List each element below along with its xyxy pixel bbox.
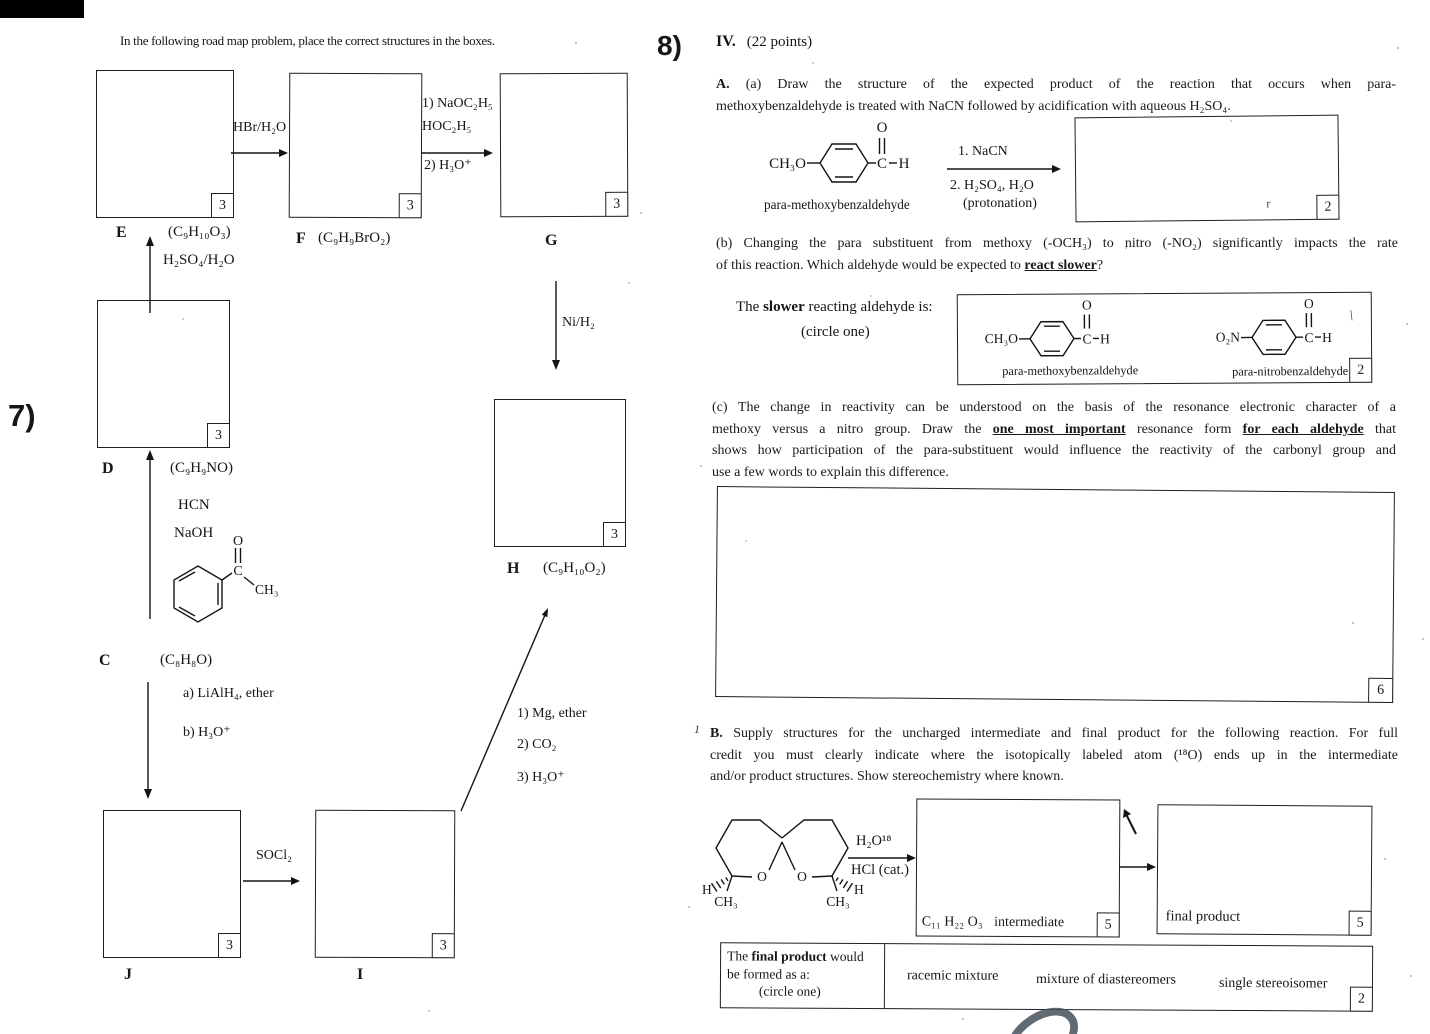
scan-noise-specks — [0, 0, 2, 2]
partA-a-line1: (a) Draw the structure of the expected product of the reaction that occurs when para- — [729, 77, 1396, 92]
partA-a-text — [716, 74, 1396, 117]
condition-3: (protonation) — [963, 196, 1037, 211]
partB-text — [710, 723, 1398, 788]
table-text-post: would — [826, 948, 864, 965]
score-value: 3 — [613, 196, 621, 212]
intermediate-formula: C₁₁ H₂₂ O₃ — [921, 914, 983, 930]
roadmap-title: In the following road map problem, place the correct structures in the boxes. — [120, 33, 495, 48]
section-roman: IV. — [716, 33, 736, 50]
atom-h: H — [898, 156, 910, 172]
score-value: 5 — [1356, 915, 1364, 931]
atom-o: O — [876, 120, 888, 136]
answer-box-e — [96, 70, 234, 218]
compound-letter-c: C — [99, 652, 111, 669]
atom-o: O — [757, 869, 767, 884]
group-ch3: CH₃ — [255, 582, 279, 597]
compound-letter-j: J — [124, 966, 132, 983]
arrow-g-to-h — [549, 281, 563, 371]
reagent-i-h-2: 2) CO₂ — [517, 737, 557, 752]
arrow-e-to-f — [231, 146, 289, 160]
compound-formula-e: (C₉H₁₀O₃) — [168, 224, 231, 240]
scan-artifact-mark: \ — [1347, 307, 1355, 325]
atom-o: O — [1303, 296, 1314, 312]
choice-box — [957, 292, 1373, 386]
table-circle-one: (circle one) — [758, 983, 821, 999]
score-value: 6 — [1377, 682, 1385, 698]
table-left-cell — [721, 943, 885, 1008]
final-product-box — [1157, 804, 1373, 935]
compound-formula-c: (C₈H₈O) — [160, 652, 213, 668]
partA-c-line2-post: that — [1363, 421, 1396, 437]
compound-formula-f: (C₉H₉BrO₂) — [318, 230, 391, 246]
option-mixture-of-diastereomers: mixture of diastereomers — [1035, 971, 1176, 988]
partA-b-line2-bold: react slower — [1024, 257, 1097, 273]
partA-c-line2-bold1: one most important — [992, 421, 1126, 437]
reagent-f-g-3: 2) H₃O⁺ — [424, 158, 472, 173]
group-och3: CH₃O — [984, 330, 1019, 347]
reagent-g-h: Ni/H₂ — [562, 315, 595, 330]
partA-c-line4: use a few words to explain this difference. — [712, 464, 949, 480]
table-text-pre: The — [727, 948, 752, 964]
score-badge — [1349, 911, 1372, 936]
intermediate-label: intermediate — [994, 914, 1065, 931]
reagent-j-i: SOCl₂ — [256, 848, 293, 863]
spiroketal-structure — [700, 804, 865, 924]
compound-letter-f: F — [296, 230, 306, 247]
final-product-table — [720, 942, 1373, 1011]
partA-label: A. — [716, 77, 730, 92]
score-value: 2 — [1357, 991, 1365, 1007]
atom-o: O — [232, 534, 244, 549]
atom-c: C — [1304, 330, 1314, 346]
circle-one-note: (circle one) — [801, 324, 870, 340]
compound-letter-g: G — [545, 232, 558, 249]
score-badge — [603, 522, 626, 547]
score-badge — [218, 933, 241, 958]
intermediate-caption — [922, 914, 1065, 931]
score-badge — [207, 423, 230, 448]
partA-a-line2: methoxybenzaldehyde is treated with NaCN followed by acidification with aqueous H₂SO₄. — [716, 98, 1231, 114]
prompt-bold: slower — [763, 299, 805, 315]
partA-c-line2-pre: methoxy versus a nitro group. Draw the — [712, 421, 993, 437]
reagent-c-d-1: HCN — [178, 497, 210, 513]
table-text-bold: final product — [751, 948, 827, 964]
arrow-j-to-i — [243, 874, 301, 888]
score-value: 3 — [439, 937, 447, 953]
partA-b-line2-pre: of this reaction. Which aldehyde would be expected to — [716, 257, 1025, 273]
option-racemic-mixture: racemic mixture — [906, 968, 999, 984]
score-value: 3 — [226, 937, 233, 953]
score-badge — [211, 193, 234, 218]
option-single-stereoisomer: single stereoisomer — [1218, 975, 1328, 992]
score-badge — [1349, 358, 1372, 383]
answer-box-f — [289, 73, 423, 219]
group-no2: O₂N — [1215, 329, 1241, 345]
atom-h: H — [1322, 329, 1332, 346]
section-points: (22 points) — [746, 34, 813, 50]
partA-c-line2-mid: resonance form — [1125, 421, 1243, 437]
reagent-f-g-2: HOC₂H₅ — [422, 119, 472, 134]
partA-c-text — [712, 397, 1396, 483]
atom-o: O — [797, 869, 807, 884]
partB-line3: and/or product structures. Show stereochemistry where known. — [710, 769, 1064, 785]
score-value: 2 — [1324, 199, 1332, 215]
partB-line2: credit you must clearly indicate where the isotopically labeled atom (¹⁸O) ends up in the intermediate — [710, 747, 1398, 763]
atom-o: O — [1081, 297, 1092, 313]
group-ch3: CH₃ — [714, 894, 738, 909]
partA-b-text — [716, 233, 1398, 276]
partB-label: B. — [710, 726, 723, 741]
score-badge — [399, 193, 422, 218]
score-value: 3 — [611, 526, 618, 542]
choice-right-label: para-nitrobenzaldehyde — [1232, 363, 1349, 379]
atom-c: C — [1082, 331, 1092, 347]
reagent-c-j-1: a) LiAlH₄, ether — [183, 686, 274, 701]
problem8-number: 8) — [657, 30, 682, 61]
condition-2: 2. H₂SO₄, H₂O — [950, 178, 1034, 193]
condition-1: 1. NaCN — [958, 144, 1008, 159]
arrow-d-to-e — [143, 236, 157, 314]
choice-left-label: para-methoxybenzaldehyde — [1002, 363, 1139, 378]
reagent-c-j-2: b) H₃O⁺ — [183, 725, 231, 740]
partA-c-line1: (c) The change in reactivity can be understood on the basis of the resonance electronic character of a — [712, 400, 1396, 415]
compound-letter-d: D — [102, 460, 114, 477]
structure-label: para-methoxybenzaldehyde — [764, 197, 910, 212]
atom-h: H — [1100, 331, 1110, 347]
score-badge — [1316, 195, 1339, 220]
compound-formula-d: (C₉H₉NO) — [170, 460, 233, 476]
partA-b-line1: (b) Changing the para substituent from methoxy (-OCH₃) to nitro (-NO₂) significantly impacts the rate — [716, 236, 1398, 251]
reagent-h2o18: H₂O¹⁸ — [856, 833, 892, 849]
scan-artifact-black-bar — [0, 0, 84, 18]
slower-prompt — [736, 299, 933, 316]
arrow-c-to-j — [141, 682, 155, 800]
partA-c-line2-bold2: for each aldehyde — [1242, 421, 1364, 437]
answer-box-a — [1074, 115, 1339, 223]
partA-c-line3: shows how participation of the para-substituent would influence the reactivity of the carbonyl group and — [712, 443, 1396, 459]
partA-b-line2-post: ? — [1096, 257, 1104, 273]
score-badge — [1350, 987, 1373, 1012]
acetophenone-structure — [158, 534, 279, 646]
reagent-f-g-1: 1) NaOC₂H₅ — [422, 96, 493, 111]
score-badge — [432, 933, 455, 958]
final-product-label: final product — [1165, 908, 1241, 925]
score-value: 2 — [1357, 362, 1365, 378]
atom-h: H — [702, 882, 712, 897]
table-text-line2: be formed as a: — [726, 965, 810, 982]
atom-h: H — [854, 882, 864, 897]
answer-box-j — [103, 810, 241, 958]
reagent-i-h-1: 1) Mg, ether — [517, 706, 587, 721]
reagent-e-f: HBr/H₂O — [233, 120, 287, 135]
prompt-post: reacting aldehyde is: — [804, 299, 933, 315]
intermediate-box — [916, 798, 1121, 937]
reagent-hcl: HCl (cat.) — [851, 862, 909, 878]
score-badge — [1368, 678, 1393, 703]
reagent-i-h-3: 3) H₃O⁺ — [517, 770, 565, 785]
para-methoxybenzaldehyde-structure — [760, 116, 950, 200]
reagent-d-e: H₂SO₄/H₂O — [163, 252, 235, 268]
score-badge — [1097, 912, 1120, 937]
section-header — [716, 33, 812, 51]
reagent-c-d-2: NaOH — [174, 525, 214, 541]
score-value: 5 — [1104, 916, 1112, 932]
atom-c: C — [233, 564, 243, 579]
arrow-c-to-d — [143, 450, 157, 620]
problem7-number: 7) — [8, 398, 36, 433]
group-och3: CH₃O — [769, 156, 806, 172]
answer-box-g — [500, 73, 629, 218]
score-value: 3 — [215, 427, 222, 443]
answer-box-h — [494, 399, 626, 547]
compound-formula-h: (C₉H₁₀O₂) — [543, 560, 606, 576]
scan-artifact-mark: r — [1266, 196, 1271, 211]
prompt-pre: The — [736, 299, 764, 315]
score-value: 3 — [219, 197, 226, 213]
arrow-intermediate-to-final — [1120, 860, 1158, 874]
answer-box-i — [315, 810, 456, 958]
answer-box-d — [97, 300, 230, 448]
compound-letter-e: E — [116, 224, 127, 241]
scan-artifact-mark: 1 — [694, 722, 700, 736]
atom-c: C — [876, 156, 888, 172]
score-badge — [605, 192, 628, 217]
arrow-reaction-a — [947, 162, 1063, 176]
scan-artifact-pen-arrow — [1122, 808, 1140, 836]
partB-line1: Supply structures for the uncharged intermediate and final product for the following reaction. For full — [722, 726, 1398, 741]
group-ch3: CH₃ — [826, 894, 850, 909]
answer-box-c — [715, 486, 1395, 703]
compound-letter-i: I — [357, 966, 364, 983]
compound-letter-h: H — [507, 560, 520, 577]
score-value: 3 — [406, 197, 414, 213]
aldehyde-choices-structures — [960, 295, 1370, 382]
